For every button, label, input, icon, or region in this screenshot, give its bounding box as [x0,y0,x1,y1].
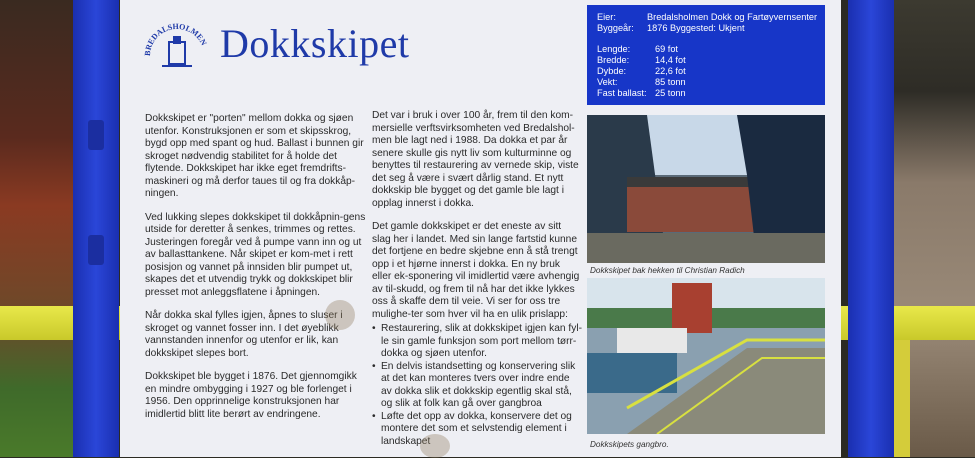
paragraph: Når dokka skal fylles igjen, åpnes to sluser i skroget og vannet fosser inn. I det øyeblikk vannstanden innenfor og utenfor er lik, kan dokkskipet slepes bort. [145,310,343,359]
paragraph: Det var i bruk i over 100 år, frem til den kom-mersielle verftsvirksomheten ved Bredalshol-men ble lagt ned i 1988. Da dokka et par år senere skulle gis nytt liv som kulturminne og benyttes til restaurering av vernede skip, viste det seg å være i svært dårlig stand. Et nytt dokkskip ble bygget og det gamle ble lagt i opplag innerst i dokka. [372,110,579,209]
paragraph: Ved lukking slepes dokkskipet til dokkåpnin-gens utside for deretter å senkes, trimmes og rettes. Justeringen foregår ved å pumpe vann inn og ut av ballasttankene. Når skipet er kom-met i rett posisjon og vannet på innsiden blir pumpet ut, skapes det et utvendig trykk og dokkskipet blir presset mot anleggsflatene i åpningen. [145,211,366,298]
info-row: Eier: Bredalsholmen Dokk og Fartøyvernsenter [597,12,818,22]
paragraph: Dokkskipet er "porten" mellom dokka og sjøen utenfor. Konstruksjonen er som et skipsskrog, bygd opp med spant og hud. Ballast i bunnen gir skroget nødvendig stabilitet for å holde det flytende. Dokkskipet har ikke eget fremdrifts-maskineri og må derfor taues til og fra dokkåp-ningen. [145,113,364,199]
photo-ship-stern [587,115,825,263]
info-row: Vekt: 85 tonn [597,77,686,87]
stain [420,434,450,458]
photo-caption: Dokkskipets gangbro. [590,440,669,449]
photo-gangway [587,278,825,434]
bracket [88,235,104,265]
info-row: Dybde: 22,6 fot [597,66,686,76]
list-item: • Restaurering, slik at dokkskipet igjen kan fyl-le sin gamle funksjon som port mellom tørr-dokka og sjøen utenfor. [372,323,582,361]
sign-post-right [848,0,894,457]
ship-info-box [587,5,825,105]
info-row: Lengde: 69 fot [597,44,678,54]
photo-caption: Dokkskipet bak hekken til Christian Radich [590,266,745,275]
paragraph: Det gamle dokkskipet er det eneste av sitt slag her i landet. Med sin lange fartstid kunne det fortjene en bedre skjebne enn å stå trengt opp i et hjørne innerst i dokka. En ny bruk eller ek-sponering vil imidlertid være avhengig av til-skudd, og frem til nå har det ikke lykkes oss å skaffe dem til veie. Vi ser for oss tre mulighe-ter som hver vil ha en ulik prislapp: [372,221,580,320]
background-left [0,0,80,457]
list-item: • En delvis istandsetting og konservering slik at det kan monteres tvers over indre ende av dokka slik et dokkskip egentlig skal stå, og slik at folk kan gå over gangbroa [372,361,582,411]
sign-post-left [73,0,119,457]
options-list [372,323,582,448]
info-row: Fast ballast: 25 tonn [597,88,686,98]
info-row: Bredde: 14,4 fot [597,55,686,65]
paragraph: Dokkskipet ble bygget i 1876. Det gjennomgikk en mindre ombygging i 1927 og ble forlenget i 1956. Den opprinnelige konstruksjonen har imidlertid blitt lite berørt av endringene. [145,371,357,420]
svg-text:BREDALSHOLMEN: BREDALSHOLMEN [142,21,209,57]
text-column-2 [372,110,582,448]
bracket [88,120,104,150]
sign-title: Dokkskipet [220,21,410,66]
bredalsholmen-logo [142,12,212,74]
information-sign [120,0,841,457]
info-row: Byggeår: 1876 Byggested: Ukjent [597,23,745,33]
text-column-1 [145,113,367,432]
stain [325,300,355,330]
list-item: • Løfte det opp av dokka, konservere det og montere det som et selvstendig element i landskapet [372,411,582,449]
